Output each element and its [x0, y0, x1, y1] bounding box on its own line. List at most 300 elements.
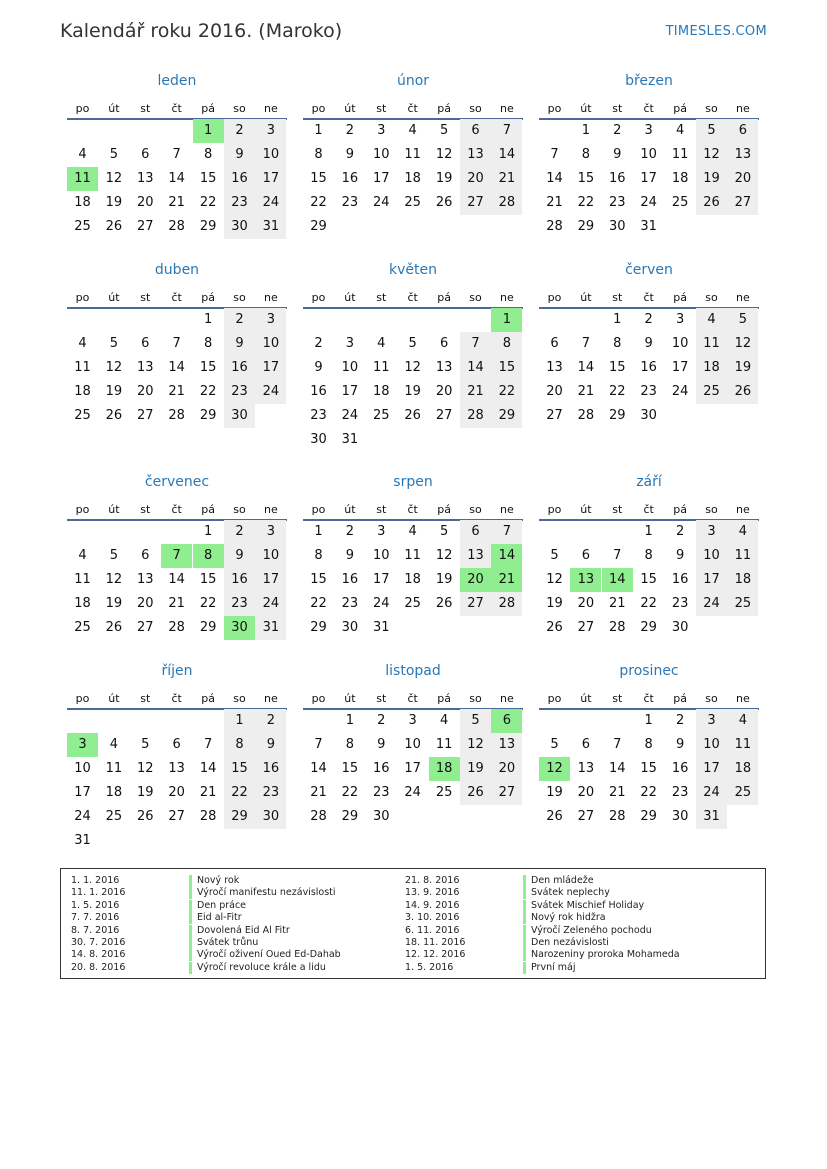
calendar-day: 27	[137, 408, 154, 423]
calendar-day: 20	[168, 785, 185, 800]
calendar-day: 12	[435, 147, 453, 162]
holiday-day: 7	[161, 544, 192, 568]
calendar-day: 19	[546, 785, 563, 800]
calendar-day: 6	[727, 119, 758, 143]
calendar-day: 10	[341, 360, 359, 375]
calendar-day: 10	[74, 761, 91, 776]
calendar-day: 25	[74, 620, 91, 635]
legend-date: 13. 9. 2016	[405, 887, 460, 899]
calendar-day: 28	[168, 620, 185, 635]
calendar-day: 3	[696, 709, 727, 733]
weekday-label: čt	[643, 102, 654, 115]
month-name: leden	[157, 73, 197, 89]
holiday-day: 3	[67, 733, 98, 757]
month-name: červen	[625, 262, 673, 278]
calendar-day: 3	[255, 520, 286, 544]
calendar-day: 11	[435, 737, 453, 752]
calendar-day: 12	[105, 572, 123, 587]
calendar-day: 4	[78, 147, 87, 162]
legend-date: 14. 9. 2016	[405, 899, 460, 911]
weekday-label: út	[108, 102, 120, 115]
calendar-day: 17	[255, 167, 286, 191]
calendar-day: 27	[491, 781, 522, 805]
calendar-day: 30	[671, 620, 689, 635]
calendar-day: 17	[640, 171, 657, 186]
calendar-day: 18	[727, 568, 758, 592]
weekday-label: po	[311, 291, 326, 304]
calendar-day: 22	[640, 596, 657, 611]
weekday-label: po	[75, 503, 90, 516]
calendar-day: 31	[696, 805, 727, 829]
calendar-day: 19	[435, 572, 453, 587]
weekday-header	[539, 692, 759, 710]
calendar-day: 7	[460, 332, 491, 356]
calendar-day: 24	[671, 384, 689, 399]
weekday-label: ne	[264, 692, 278, 705]
calendar-day: 16	[671, 761, 689, 776]
calendar-day: 11	[696, 332, 727, 356]
weekday-label: út	[344, 291, 356, 304]
calendar-day: 2	[345, 123, 355, 138]
weekday-label: ne	[264, 291, 278, 304]
weekday-label: ne	[500, 503, 514, 516]
weekday-label: pá	[201, 291, 215, 304]
calendar-day: 31	[255, 616, 286, 640]
month-name: prosinec	[619, 663, 679, 679]
calendar-day: 13	[460, 544, 491, 568]
calendar-day: 27	[137, 620, 154, 635]
weekday-label: st	[612, 102, 623, 115]
weekday-header	[539, 102, 759, 120]
calendar-day: 26	[137, 809, 154, 824]
calendar-day: 2	[613, 123, 622, 138]
calendar-day: 16	[310, 384, 327, 399]
calendar-day: 17	[74, 785, 91, 800]
month-name: květen	[389, 262, 437, 278]
calendar-day: 26	[696, 191, 727, 215]
calendar-day: 29	[199, 408, 217, 423]
legend-name: Nový rok	[189, 875, 239, 887]
calendar-day: 30	[224, 404, 255, 428]
calendar-day: 14	[546, 171, 563, 186]
weekday-header	[539, 291, 759, 309]
calendar-day: 6	[460, 520, 491, 544]
holiday-day: 13	[570, 568, 601, 592]
weekday-label: so	[469, 291, 482, 304]
calendar-day: 2	[224, 520, 255, 544]
weekday-label: pá	[673, 102, 687, 115]
calendar-day: 27	[577, 809, 595, 824]
calendar-day: 29	[640, 809, 657, 824]
calendar-day: 14	[577, 360, 595, 375]
calendar-day: 19	[460, 757, 491, 781]
calendar-day: 24	[255, 592, 286, 616]
calendar-day: 25	[105, 809, 123, 824]
calendar-day: 21	[310, 785, 327, 800]
calendar-day: 29	[341, 809, 359, 824]
calendar-day: 27	[727, 191, 758, 215]
calendar-day: 21	[609, 596, 626, 611]
calendar-day: 12	[105, 171, 123, 186]
calendar-day: 5	[109, 548, 119, 563]
weekday-header	[67, 291, 287, 309]
calendar-day: 31	[341, 432, 359, 447]
calendar-day: 17	[696, 568, 727, 592]
month-name: září	[636, 474, 662, 490]
weekday-label: st	[612, 503, 623, 516]
calendar-day: 23	[224, 191, 255, 215]
calendar-day: 16	[609, 171, 626, 186]
calendar-day: 23	[640, 384, 657, 399]
calendar-day: 17	[671, 360, 689, 375]
calendar-day: 27	[137, 219, 154, 234]
calendar-day: 18	[696, 356, 727, 380]
calendar-day: 15	[640, 761, 657, 776]
site-link[interactable]: TIMESLES.COM	[665, 24, 767, 39]
weekday-label: út	[108, 503, 120, 516]
calendar-day: 4	[675, 123, 685, 138]
calendar-day: 1	[644, 713, 653, 728]
month-name: únor	[396, 73, 430, 89]
weekday-label: čt	[171, 102, 182, 115]
calendar-day: 29	[640, 620, 657, 635]
calendar-day: 5	[109, 147, 119, 162]
month-name: srpen	[393, 474, 433, 490]
calendar-day: 28	[460, 404, 491, 428]
weekday-label: so	[233, 692, 246, 705]
calendar-day: 21	[199, 785, 217, 800]
legend-name: Dovolená Eid Al Fitr	[189, 925, 290, 937]
weekday-label: po	[547, 503, 562, 516]
calendar-day: 10	[404, 737, 421, 752]
weekday-header	[67, 102, 287, 120]
weekday-label: pá	[437, 102, 451, 115]
calendar-day: 23	[609, 195, 626, 210]
calendar-day: 8	[581, 147, 591, 162]
calendar-day: 9	[224, 544, 255, 568]
calendar-day: 24	[373, 596, 390, 611]
legend-date: 11. 1. 2016	[71, 887, 126, 899]
calendar-day: 9	[224, 332, 255, 356]
weekday-header	[303, 291, 523, 309]
calendar-day: 22	[199, 596, 217, 611]
calendar-day: 31	[640, 219, 657, 234]
calendar-day: 31	[373, 620, 390, 635]
calendar-day: 4	[727, 520, 758, 544]
calendar-day: 21	[609, 785, 626, 800]
weekday-label: st	[376, 692, 387, 705]
calendar-day: 27	[546, 408, 563, 423]
calendar-day: 29	[577, 219, 595, 234]
calendar-day: 29	[199, 219, 217, 234]
calendar-day: 21	[168, 195, 185, 210]
calendar-day: 7	[172, 147, 181, 162]
legend-date: 1. 1. 2016	[71, 875, 120, 886]
weekday-label: so	[469, 102, 482, 115]
calendar-day: 5	[408, 336, 417, 351]
legend-date: 7. 7. 2016	[71, 912, 120, 924]
weekday-label: pá	[673, 692, 687, 705]
weekday-label: čt	[643, 503, 654, 516]
calendar-day: 21	[460, 380, 491, 404]
calendar-day: 31	[255, 215, 286, 239]
calendar-day: 13	[491, 733, 522, 757]
calendar-day: 22	[341, 785, 359, 800]
calendar-day: 10	[373, 548, 390, 563]
weekday-label: ne	[500, 291, 514, 304]
weekday-header	[67, 692, 287, 710]
calendar-day: 18	[404, 572, 421, 587]
calendar-day: 27	[435, 408, 453, 423]
calendar-day: 15	[640, 572, 657, 587]
calendar-day: 17	[341, 384, 359, 399]
calendar-day: 30	[609, 219, 626, 234]
weekday-label: čt	[171, 291, 182, 304]
weekday-label: so	[469, 503, 482, 516]
month-name: říjen	[161, 663, 193, 679]
calendar-day: 16	[341, 572, 359, 587]
calendar-day: 22	[577, 195, 595, 210]
calendar-day: 2	[314, 336, 323, 351]
calendar-day: 24	[341, 408, 359, 423]
legend-date: 21. 8. 2016	[405, 875, 460, 886]
month-name: březen	[625, 73, 673, 89]
calendar-day: 17	[373, 572, 390, 587]
calendar-day: 4	[696, 308, 727, 332]
calendar-day: 27	[577, 620, 595, 635]
weekday-label: so	[705, 291, 718, 304]
calendar-day: 13	[460, 143, 491, 167]
weekday-label: so	[705, 503, 718, 516]
calendar-day: 1	[345, 713, 355, 728]
calendar-day: 17	[255, 568, 286, 592]
weekday-label: st	[140, 102, 151, 115]
calendar-day: 3	[675, 312, 685, 327]
calendar-day: 8	[224, 733, 255, 757]
holiday-day: 14	[602, 568, 633, 592]
calendar-day: 15	[310, 171, 327, 186]
calendar-day: 3	[345, 336, 355, 351]
weekday-label: ne	[264, 503, 278, 516]
calendar-day: 14	[168, 360, 185, 375]
legend-name: Svátek trůnu	[189, 937, 258, 949]
legend-name: Výročí manifestu nezávislosti	[189, 887, 336, 899]
weekday-label: po	[547, 102, 562, 115]
calendar-day: 28	[168, 408, 185, 423]
weekday-label: pá	[437, 291, 451, 304]
calendar-day: 21	[491, 167, 522, 191]
calendar-day: 8	[203, 336, 213, 351]
legend-date: 1. 5. 2016	[71, 899, 120, 911]
calendar-day: 28	[577, 408, 595, 423]
holiday-day: 12	[539, 757, 570, 781]
calendar-day: 23	[224, 592, 255, 616]
calendar-day: 23	[373, 785, 390, 800]
weekday-label: st	[140, 692, 151, 705]
calendar-day: 14	[460, 356, 491, 380]
calendar-day: 20	[491, 757, 522, 781]
calendar-day: 6	[460, 119, 491, 143]
weekday-label: so	[233, 102, 246, 115]
calendar-day: 13	[137, 171, 154, 186]
calendar-day: 13	[546, 360, 563, 375]
calendar-day: 7	[613, 737, 622, 752]
weekday-label: pá	[673, 291, 687, 304]
calendar-day: 27	[460, 191, 491, 215]
holiday-legend	[60, 868, 766, 979]
calendar-day: 23	[310, 408, 327, 423]
legend-name: Den práce	[189, 900, 246, 912]
weekday-label: ne	[500, 692, 514, 705]
calendar-day: 1	[581, 123, 591, 138]
calendar-day: 14	[310, 761, 327, 776]
calendar-day: 9	[224, 143, 255, 167]
calendar-day: 26	[727, 380, 758, 404]
holiday-day: 30	[224, 616, 255, 640]
calendar-day: 4	[727, 709, 758, 733]
holiday-day: 1	[193, 119, 224, 143]
calendar-day: 5	[550, 737, 559, 752]
calendar-day: 28	[491, 191, 522, 215]
calendar-day: 7	[581, 336, 591, 351]
holiday-day: 14	[491, 544, 522, 568]
calendar-day: 18	[373, 384, 390, 399]
legend-date: 20. 8. 2016	[71, 961, 126, 973]
calendar-day: 15	[577, 171, 595, 186]
weekday-label: pá	[437, 692, 451, 705]
calendar-day: 21	[546, 195, 563, 210]
calendar-day: 28	[546, 219, 563, 234]
weekday-header	[539, 503, 759, 521]
calendar-day: 3	[255, 308, 286, 332]
calendar-day: 19	[105, 195, 123, 210]
calendar-day: 19	[137, 785, 154, 800]
calendar-day: 28	[491, 592, 522, 616]
calendar-day: 12	[435, 548, 453, 563]
weekday-header	[303, 102, 523, 120]
calendar-day: 28	[168, 219, 185, 234]
calendar-day: 13	[137, 360, 154, 375]
calendar-day: 1	[644, 524, 653, 539]
calendar-day: 1	[314, 123, 323, 138]
calendar-day: 6	[581, 737, 591, 752]
calendar-day: 22	[199, 384, 217, 399]
calendar-day: 26	[435, 195, 453, 210]
calendar-day: 30	[310, 432, 327, 447]
calendar-day: 15	[310, 572, 327, 587]
month-name: duben	[154, 262, 200, 278]
calendar-day: 30	[341, 620, 359, 635]
legend-name: Narozeniny proroka Mohameda	[523, 949, 680, 961]
calendar-day: 8	[613, 336, 622, 351]
calendar-day: 19	[546, 596, 563, 611]
calendar-day: 29	[199, 620, 217, 635]
calendar-day: 9	[644, 336, 653, 351]
weekday-label: ne	[736, 291, 750, 304]
calendar-day: 18	[74, 384, 91, 399]
calendar-day: 16	[671, 572, 689, 587]
weekday-label: pá	[673, 503, 687, 516]
calendar-day: 6	[581, 548, 591, 563]
calendar-day: 2	[644, 312, 653, 327]
weekday-label: čt	[643, 692, 654, 705]
calendar-day: 1	[203, 312, 213, 327]
weekday-label: st	[612, 291, 623, 304]
weekday-label: st	[376, 291, 387, 304]
weekday-label: út	[344, 503, 356, 516]
legend-name: Výročí revoluce krále a lidu	[189, 962, 326, 974]
calendar-day: 14	[168, 171, 185, 186]
calendar-day: 18	[74, 195, 91, 210]
weekday-label: ne	[736, 692, 750, 705]
calendar-day: 9	[675, 737, 685, 752]
weekday-label: ne	[736, 503, 750, 516]
weekday-label: čt	[171, 503, 182, 516]
calendar-day: 15	[199, 171, 217, 186]
calendar-day: 5	[439, 524, 449, 539]
calendar-day: 29	[224, 805, 255, 829]
legend-date: 12. 12. 2016	[405, 949, 466, 961]
calendar-day: 11	[404, 548, 421, 563]
page-title: Kalendář roku 2016. (Maroko)	[60, 20, 343, 42]
calendar-day: 7	[491, 520, 522, 544]
calendar-day: 24	[255, 380, 286, 404]
calendar-day: 20	[460, 167, 491, 191]
calendar-day: 3	[377, 524, 386, 539]
weekday-label: po	[547, 692, 562, 705]
legend-name: Výročí oživení Oued Ed-Dahab	[189, 949, 341, 961]
calendar-day: 8	[203, 147, 213, 162]
calendar-day: 23	[341, 195, 359, 210]
calendar-day: 4	[109, 737, 119, 752]
legend-name: Výročí Zeleného pochodu	[523, 925, 652, 937]
calendar-day: 12	[546, 572, 563, 587]
calendar-day: 6	[550, 336, 559, 351]
calendar-day: 29	[609, 408, 626, 423]
calendar-day: 23	[671, 596, 689, 611]
calendar-day: 5	[439, 123, 449, 138]
legend-date: 1. 5. 2016	[405, 961, 454, 973]
legend-name: Den mládeže	[523, 875, 594, 887]
calendar-day: 2	[377, 713, 386, 728]
calendar-day: 13	[727, 143, 758, 167]
calendar-day: 3	[377, 123, 386, 138]
calendar-day: 14	[168, 572, 185, 587]
calendar-day: 13	[168, 761, 185, 776]
calendar-day: 5	[696, 119, 727, 143]
calendar-day: 25	[404, 596, 421, 611]
calendar-day: 3	[255, 119, 286, 143]
calendar-day: 15	[199, 572, 217, 587]
weekday-label: čt	[407, 692, 418, 705]
calendar-day: 3	[696, 520, 727, 544]
calendar-day: 10	[640, 147, 657, 162]
calendar-day: 10	[696, 733, 727, 757]
weekday-label: út	[580, 692, 592, 705]
calendar-day: 6	[141, 548, 150, 563]
calendar-day: 29	[310, 620, 327, 635]
calendar-day: 30	[373, 809, 390, 824]
calendar-day: 12	[460, 733, 491, 757]
calendar-day: 17	[255, 356, 286, 380]
calendar-day: 6	[439, 336, 449, 351]
calendar-day: 22	[224, 781, 255, 805]
calendar-day: 28	[609, 809, 626, 824]
weekday-label: st	[376, 102, 387, 115]
calendar-day: 18	[727, 757, 758, 781]
calendar-day: 20	[137, 195, 154, 210]
legend-date: 30. 7. 2016	[71, 937, 126, 948]
